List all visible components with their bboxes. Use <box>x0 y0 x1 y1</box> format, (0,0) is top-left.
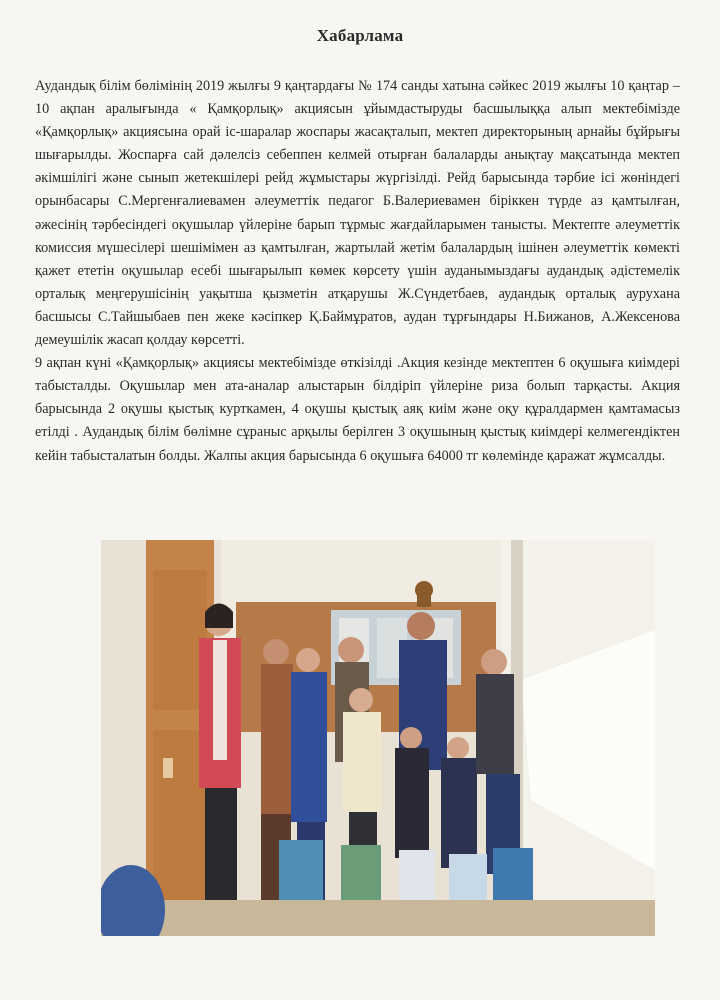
paragraph-2: 9 ақпан күні «Қамқорлық» акциясы мектебімізде өткізілді .Акция кезінде мектептен 6 оқушыға киімдері табысталды. Оқушылар мен ата-аналар алыстарын білдіріп үйлеріне риза болып тарқасты. Акция барысында 2 оқушы қыстық курткамен, 4 оқушы қыстық аяқ киім және оқу құралдармен қамтамасыз етілді . Аудандық білім бөлімне сұраныс арқылы берілген 3 оқушының қыстық киімдері келмегендіктен кейін табысталатын болды. Жалпы акция барысында 6 оқушыға 64000 тг көлемінде қаражат жұмсалды. <box>35 355 680 464</box>
paragraph-1: Аудандық білім бөлімінің 2019 жылғы 9 қаңтардағы № 174 санды хатына сәйкес 2019 жылғы 10 қаңтар – 10 ақпан аралығында « Қамқорлық» акциясын ұйымдастыруды басшылыққа алып мектебімізде «Қамқорлық» акциясына орай іс-шаралар жоспары жасақталып, мектеп директорының арнайы бұйрығы шығарылды. Жоспарға сай дәлелсіз себеппен келмей отырған балаларды анықтау мақсатында мектеп әкімшілігі және сынып жетекшілері рейд жұмыстары жүргізілді. Рейд барысында тәрбие ісі жөніндегі орынбасары С.Мергенғалиевамен әлеуметтік педагог Б.Валериевамен біріккен түрде аз қамтылған, әжесінің тәрбесіндегі оқушылар үйлеріне барып тұрмыс жағдайларымен танысты. Мектепте әлеуметтік комиссия мүшесілері шешімімен аз қамтылған, жартылай жетім балалардың ішінен әлеуметтік көмекті қажет ететін оқушылар есебі шығарылып көмек көрсету үшін ауданымыздағы аудандық әдістемелік орталық меңгерушісінің уақытша қызметін атқарушы Ж.Сүндетбаев, аудандық орталық аурухана басшысы С.Тайшыбаев пен жеке кәсіпкер Қ.Баймұратов, аудан тұрғындары Н.Бижанов, А.Жексенова демеушілік жасап қолдау көрсетті. <box>35 78 680 349</box>
document-body <box>35 75 680 468</box>
group-photo-icon <box>101 540 655 936</box>
document-title: Хабарлама <box>316 26 404 45</box>
group-photo <box>101 540 655 936</box>
